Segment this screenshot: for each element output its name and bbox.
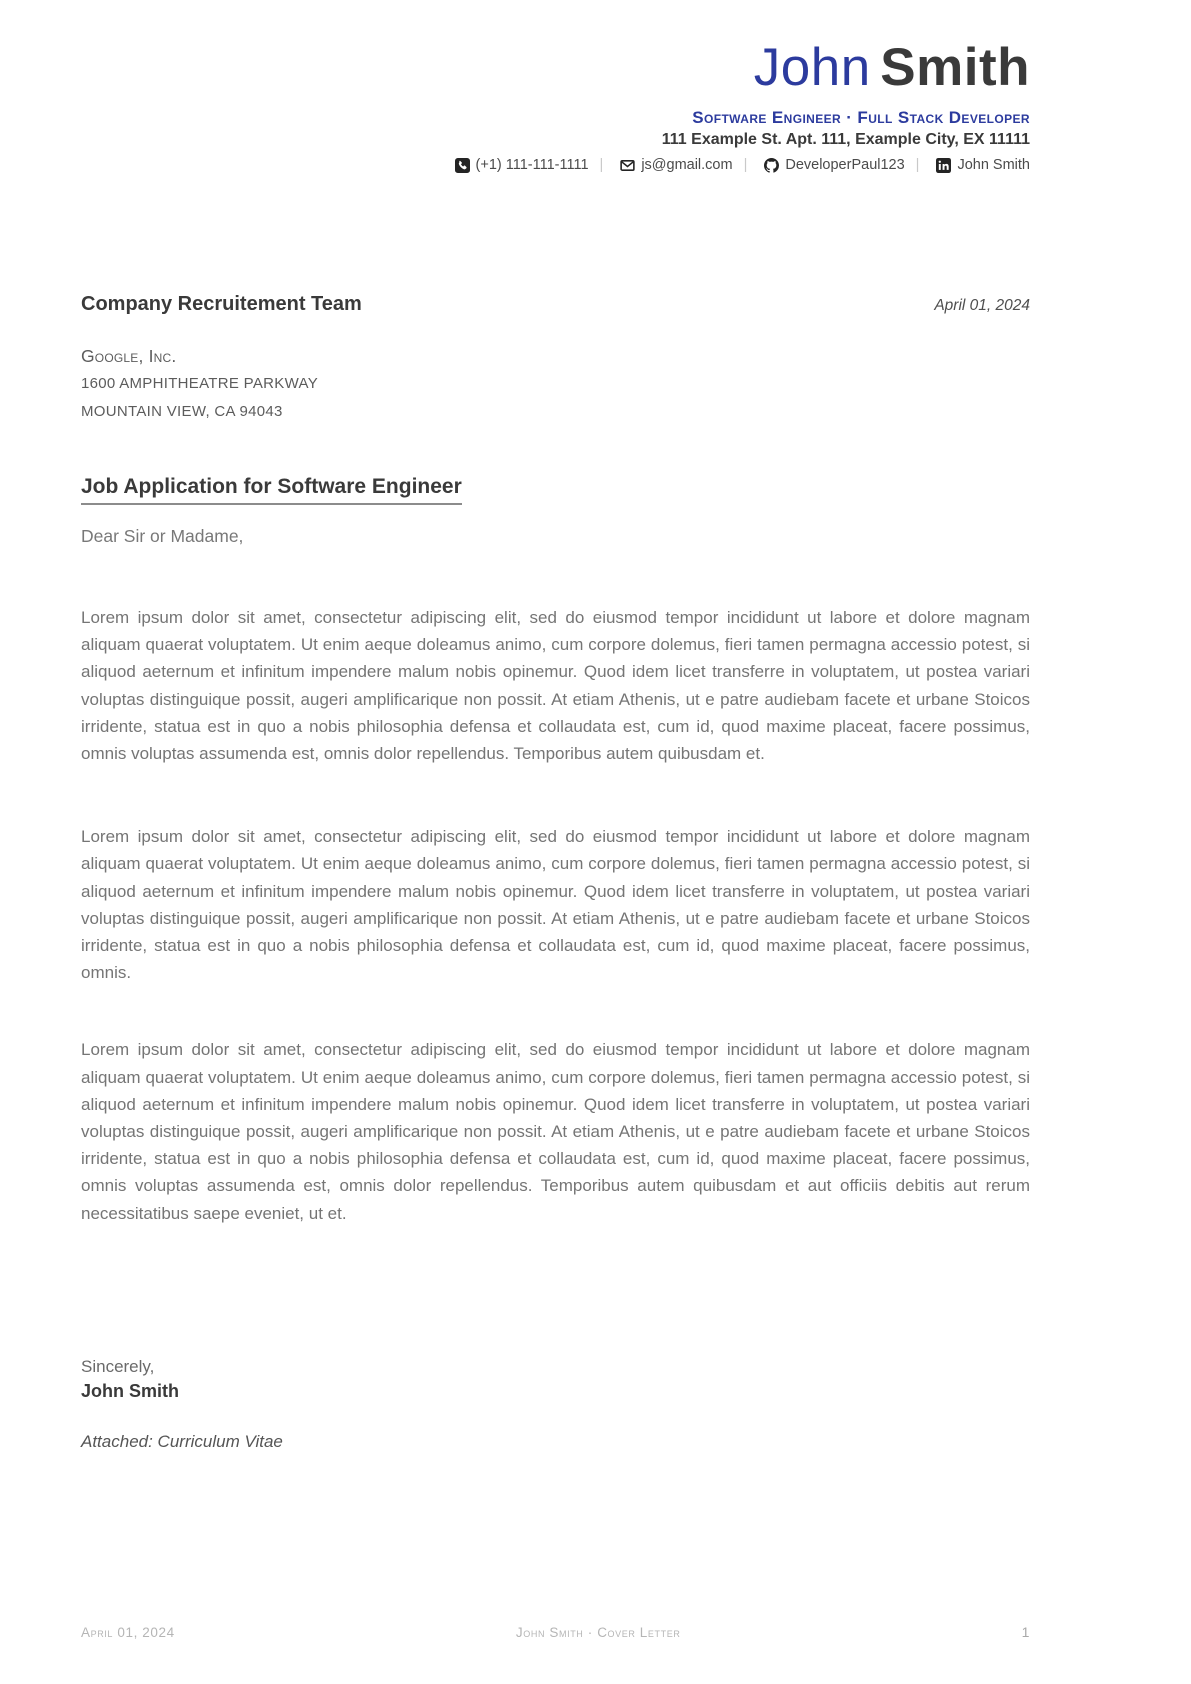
salutation: Dear Sir or Madame, [81, 526, 244, 546]
attachment-note: Attached: Curriculum Vitae [81, 1431, 283, 1451]
contact-phone-label: (+1) 111-111-1111 [475, 157, 589, 173]
contact-linkedin[interactable] [905, 156, 1030, 174]
footer-date: April 01, 2024 [81, 1625, 175, 1640]
github-icon [764, 158, 779, 173]
author-name [81, 40, 1030, 96]
body-paragraph-2: Lorem ipsum dolor sit amet, consectetur adipiscing elit, sed do eiusmod tempor incididunt ut labore et dolore magnam aliquam quaerat voluptatem. Ut enim aeque doleamus animo, cum corpore dolemus, fieri tamen permagna accessio potest, si aliquod aeternum et infinitum impendere malum nobis opinemur. Quod idem licet transferre in voluptatem, ut postea variari voluptas distinguique possit, augeri amplificarique non possit. At etiam Athenis, ut e patre audiebam facete et urbane Stoicos irridente, statua est in quo a nobis philosophia defensa et collaudata est, cum id, quod maxime placeat, facere possimus, omnis. [81, 827, 1030, 983]
linkedin-icon [936, 158, 951, 173]
contact-phone[interactable] [455, 156, 589, 174]
contact-linkedin-label: | John Smith [957, 157, 1030, 173]
phone-icon [455, 158, 470, 173]
letter-subject-text: Job Application for Software Engineer [81, 474, 462, 505]
author-address: 111 Example St. Apt. 111, Example City, EX 11111 [661, 131, 1030, 148]
recipient-name: Company Recruitement Team [81, 293, 362, 315]
contact-email-label: | js@gmail.com [641, 157, 733, 173]
letter-date: April 01, 2024 [934, 297, 1030, 314]
author-last-name: Smith [880, 38, 1030, 97]
letter-header [81, 0, 1030, 174]
recipient-row [81, 292, 1030, 316]
author-first-name: John [753, 38, 871, 97]
contact-github[interactable] [733, 156, 905, 174]
body-paragraph-3: Lorem ipsum dolor sit amet, consectetur adipiscing elit, sed do eiusmod tempor incididunt ut labore et dolore magnam aliquam quaerat voluptatem. Ut enim aeque doleamus animo, cum corpore dolemus, fieri tamen permagna accessio potest, si aliquod aeternum et infinitum impendere malum nobis opinemur. Quod idem licet transferre in voluptatem, ut postea variari voluptas distinguique possit, augeri amplificarique non possit. At etiam Athenis, ut e patre audiebam facete et urbane Stoicos irridente, statua est in quo a nobis philosophia defensa et collaudata est, cum id, quod maxime placeat, facere possimus, omnis voluptas assumenda est, omnis dolor repellendus. Temporibus autem quibusdam et aut officiis debitis aut rerum necessitatibus saepe eveniet, ut et. [81, 1040, 1030, 1223]
page-footer [81, 1624, 1030, 1640]
recipient-company: Google, Inc. [81, 346, 177, 366]
contact-github-label: | DeveloperPaul123 [785, 157, 905, 173]
signature-name: John Smith [81, 1380, 179, 1401]
email-icon [620, 158, 635, 173]
closing-valediction: Sincerely, [81, 1356, 155, 1376]
recipient-address-line2: MOUNTAIN VIEW, CA 94043 [81, 403, 283, 420]
footer-title: John Smith · Cover Letter [515, 1625, 681, 1640]
author-position: Software Engineer · Full Stack Developer [692, 108, 1030, 127]
contact-email[interactable] [589, 156, 733, 174]
letter-subject [81, 474, 1030, 505]
footer-page-number: 1 [1021, 1624, 1030, 1640]
contact-row [81, 156, 1030, 174]
body-paragraph-1: Lorem ipsum dolor sit amet, consectetur adipiscing elit, sed do eiusmod tempor incididunt ut labore et dolore magnam aliquam quaerat voluptatem. Ut enim aeque doleamus animo, cum corpore dolemus, fieri tamen permagna accessio potest, si aliquod aeternum et infinitum impendere malum nobis opinemur. Quod idem licet transferre in voluptatem, ut postea variari voluptas distinguique possit, augeri amplificarique non possit. At etiam Athenis, ut e patre audiebam facete et urbane Stoicos irridente, statua est in quo a nobis philosophia defensa et collaudata est, cum id, quod maxime placeat, facere possimus, omnis voluptas assumenda est, omnis dolor repellendus. Temporibus autem quibusdam et. [81, 608, 1030, 764]
recipient-address-line1: 1600 AMPHITHEATRE PARKWAY [81, 375, 319, 392]
